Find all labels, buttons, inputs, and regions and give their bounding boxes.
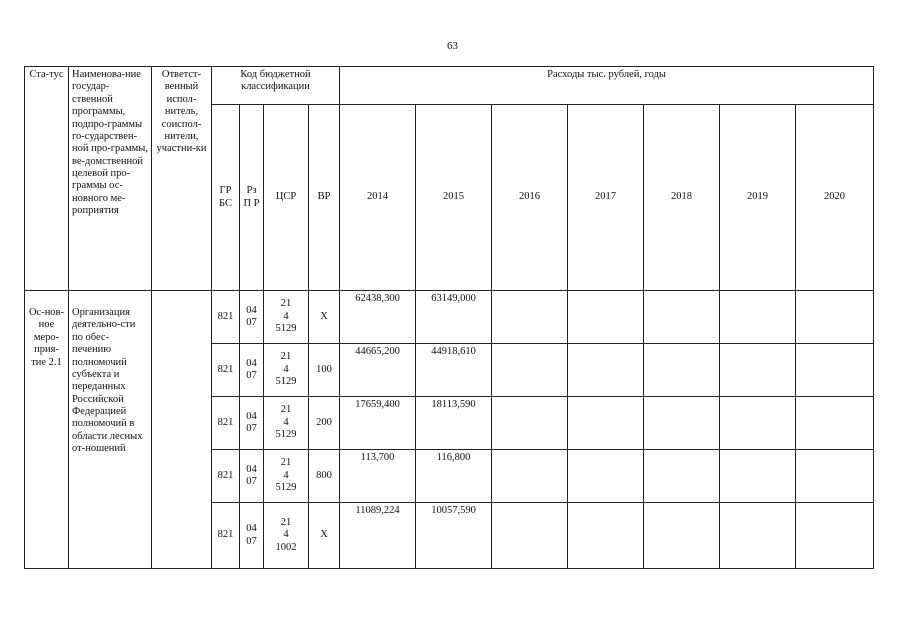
header-year-2020: 2020 <box>796 105 874 291</box>
header-year-2014: 2014 <box>340 105 416 291</box>
vr-cell: 100 <box>309 344 340 397</box>
value-2017 <box>568 503 644 569</box>
value-2014: 44665,200 <box>340 344 416 397</box>
header-year-2015: 2015 <box>416 105 492 291</box>
vr-cell: 200 <box>309 397 340 450</box>
header-grbs: ГР БС <box>212 105 240 291</box>
vr-cell: 800 <box>309 450 340 503</box>
value-2017 <box>568 397 644 450</box>
value-2016 <box>492 344 568 397</box>
csr-cell: 21 4 5129 <box>264 397 309 450</box>
header-year-2019: 2019 <box>720 105 796 291</box>
value-2018 <box>644 397 720 450</box>
vr-cell: X <box>309 291 340 344</box>
grbs-cell: 821 <box>212 503 240 569</box>
grbs-cell: 821 <box>212 291 240 344</box>
responsible-cell <box>152 291 212 569</box>
grbs-cell: 821 <box>212 450 240 503</box>
header-row-1 <box>25 67 874 105</box>
grbs-cell: 821 <box>212 344 240 397</box>
header-year-2017: 2017 <box>568 105 644 291</box>
page-number: 63 <box>447 40 458 52</box>
header-status: Ста-тус <box>25 67 69 291</box>
activity-name-cell: Организация деятельно-сти по обес-печению полномочий субъекта и переданных Российской Федерацией полномочий в области лесных от-ношений <box>69 291 152 569</box>
header-csr: ЦСР <box>264 105 309 291</box>
csr-cell: 21 4 5129 <box>264 291 309 344</box>
value-2020 <box>796 450 874 503</box>
value-2020 <box>796 397 874 450</box>
value-2019 <box>720 291 796 344</box>
header-year-2016: 2016 <box>492 105 568 291</box>
csr-cell: 21 4 1002 <box>264 503 309 569</box>
value-2017 <box>568 344 644 397</box>
header-rzpr: Рз П Р <box>240 105 264 291</box>
header-name: Наименова-ние государ-ственной программы, подпро-граммы го-сударствен-ной про-граммы, ве-домственной целевой про-граммы ос-новного ме-роприятия <box>69 67 152 291</box>
budget-table <box>24 66 874 569</box>
rzpr-cell: 04 07 <box>240 450 264 503</box>
value-2017 <box>568 291 644 344</box>
value-2015: 18113,590 <box>416 397 492 450</box>
rzpr-cell: 04 07 <box>240 503 264 569</box>
value-2016 <box>492 397 568 450</box>
header-expenses: Расходы тыс. рублей, годы <box>340 67 874 105</box>
value-2015: 116,800 <box>416 450 492 503</box>
value-2018 <box>644 503 720 569</box>
value-2018 <box>644 344 720 397</box>
value-2015: 44918,610 <box>416 344 492 397</box>
header-vr: ВР <box>309 105 340 291</box>
header-year-2018: 2018 <box>644 105 720 291</box>
value-2019 <box>720 397 796 450</box>
rzpr-cell: 04 07 <box>240 291 264 344</box>
value-2014: 113,700 <box>340 450 416 503</box>
value-2019 <box>720 344 796 397</box>
value-2016 <box>492 450 568 503</box>
value-2019 <box>720 503 796 569</box>
value-2015: 63149,000 <box>416 291 492 344</box>
value-2015: 10057,590 <box>416 503 492 569</box>
value-2014: 62438,300 <box>340 291 416 344</box>
grbs-cell: 821 <box>212 397 240 450</box>
value-2020 <box>796 291 874 344</box>
table-row <box>25 291 874 344</box>
csr-cell: 21 4 5129 <box>264 344 309 397</box>
value-2019 <box>720 450 796 503</box>
rzpr-cell: 04 07 <box>240 344 264 397</box>
value-2017 <box>568 450 644 503</box>
vr-cell: X <box>309 503 340 569</box>
rzpr-cell: 04 07 <box>240 397 264 450</box>
value-2016 <box>492 503 568 569</box>
value-2014: 11089,224 <box>340 503 416 569</box>
header-responsible: Ответст-венный испол-нитель, соиспол-нители, участни-ки <box>152 67 212 291</box>
status-cell: Ос-нов-ное меро-прия-тие 2.1 <box>25 291 69 569</box>
value-2020 <box>796 344 874 397</box>
value-2020 <box>796 503 874 569</box>
value-2014: 17659,400 <box>340 397 416 450</box>
value-2016 <box>492 291 568 344</box>
value-2018 <box>644 450 720 503</box>
header-budget-code: Код бюджетной классификации <box>212 67 340 105</box>
csr-cell: 21 4 5129 <box>264 450 309 503</box>
value-2018 <box>644 291 720 344</box>
